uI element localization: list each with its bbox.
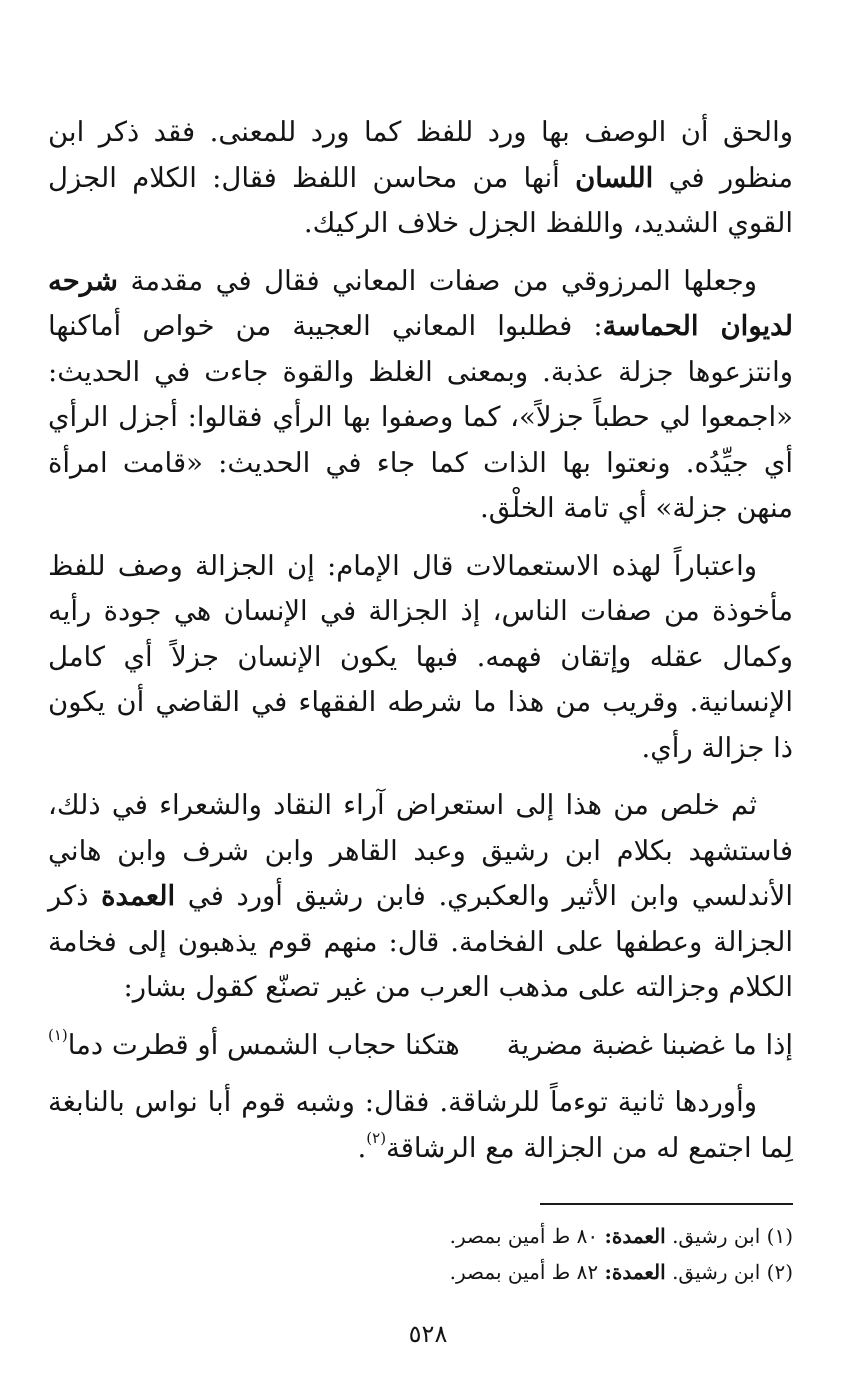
paragraph-2	[48, 259, 793, 532]
footnote-1	[293, 1218, 793, 1254]
paragraph-3	[48, 544, 793, 772]
verse-first-hemistich: إذا ما غضبنا غضبة مضرية	[506, 1028, 793, 1061]
footnote-details: ٨٠ ط أمين بمصر.	[449, 1224, 599, 1248]
poetry-verse	[48, 1023, 793, 1069]
page-number: ٥٢٨	[408, 1320, 448, 1348]
paragraph-5	[48, 1080, 793, 1171]
footnote-2	[293, 1254, 793, 1290]
text-run: والحق أن الوصف بها ورد للفظ كما ورد للمعنى. فقد ذكر ابن منظور في	[48, 116, 793, 194]
footnote-number: (٢)	[766, 1260, 793, 1284]
verse-second-hemistich-wrap	[48, 1023, 460, 1069]
footnote-separator	[540, 1203, 793, 1205]
bold-title: اللسان	[575, 161, 654, 194]
text-run: : فطلبوا المعاني العجيبة من خواص أماكنها وانتزعوها جزلة عذبة. وبمعنى الغلظ والقوة جاءت في الحديث: «اجمعوا لي حطباً جزلاً»، كما وصفوا بها الرأي فقالوا: أجزل الرأي أي جيِّدُه. ونعتوا بها الذات كما جاء في الحديث: «قامت امرأة منهن جزلة» أي تامة الخلْق.	[48, 310, 793, 524]
text-run: أنها من محاسن اللفظ فقال: الكلام الجزل القوي الشديد، واللفظ الجزل خلاف الركيك.	[48, 161, 793, 239]
footnote-number: (١)	[766, 1224, 793, 1248]
paragraph-4	[48, 783, 793, 1011]
bold-title: شرحه لديوان الحماسة	[48, 264, 793, 342]
verse-second-hemistich: هتكنا حجاب الشمس أو قطرت دما	[67, 1028, 460, 1061]
footnote-ref-1[interactable]: (١)	[48, 1025, 68, 1044]
text-run: ذكر الجزالة وعطفها على الفخامة. قال: منهم قوم يذهبون إلى فخامة الكلام وجزالته على مذهب العرب من غير تصنّع كقول بشار:	[48, 880, 793, 1003]
footnote-ref-2[interactable]: (٢)	[366, 1128, 387, 1147]
footnotes	[293, 1218, 793, 1290]
bold-title: العمدة	[101, 880, 176, 912]
text-run: ثم خلص من هذا إلى استعراض آراء النقاد والشعراء في ذلك، فاستشهد بكلام ابن رشيق وعبد القاهر وابن شرف وابن هاني الأندلسي وابن الأثير والعكبري. فابن رشيق أورد في	[48, 789, 793, 912]
text-run: وجعلها المرزوقي من صفات المعاني فقال في مقدمة	[117, 264, 757, 297]
text-run: واعتباراً لهذه الاستعمالات قال الإمام: إن الجزالة وصف للفظ مأخوذة من صفات الناس، إذ الجزالة في الإنسان هي جودة رأيه وكمال عقله وإتقان فهمه. فبها يكون الإنسان جزلاً أي كامل الإنسانية. وقريب من هذا ما شرطه الفقهاء في القاضي أن يكون ذا جزالة رأي.	[48, 549, 793, 764]
page-body	[48, 110, 793, 1183]
footnote-author: ابن رشيق.	[672, 1224, 761, 1248]
paragraph-1	[48, 110, 793, 247]
footnote-work: العمدة:	[604, 1260, 666, 1284]
closing-text: وأوردها ثانية توءماً للرشاقة. فقال: وشبه قوم أبا نواس بالنابغة لِما اجتمع له من الجزالة مع الرشاقة	[48, 1086, 793, 1164]
footnote-details: ٨٢ ط أمين بمصر.	[449, 1260, 599, 1284]
footnote-work: العمدة:	[604, 1224, 666, 1248]
footnote-author: ابن رشيق.	[672, 1260, 761, 1284]
closing-end: .	[357, 1131, 367, 1164]
